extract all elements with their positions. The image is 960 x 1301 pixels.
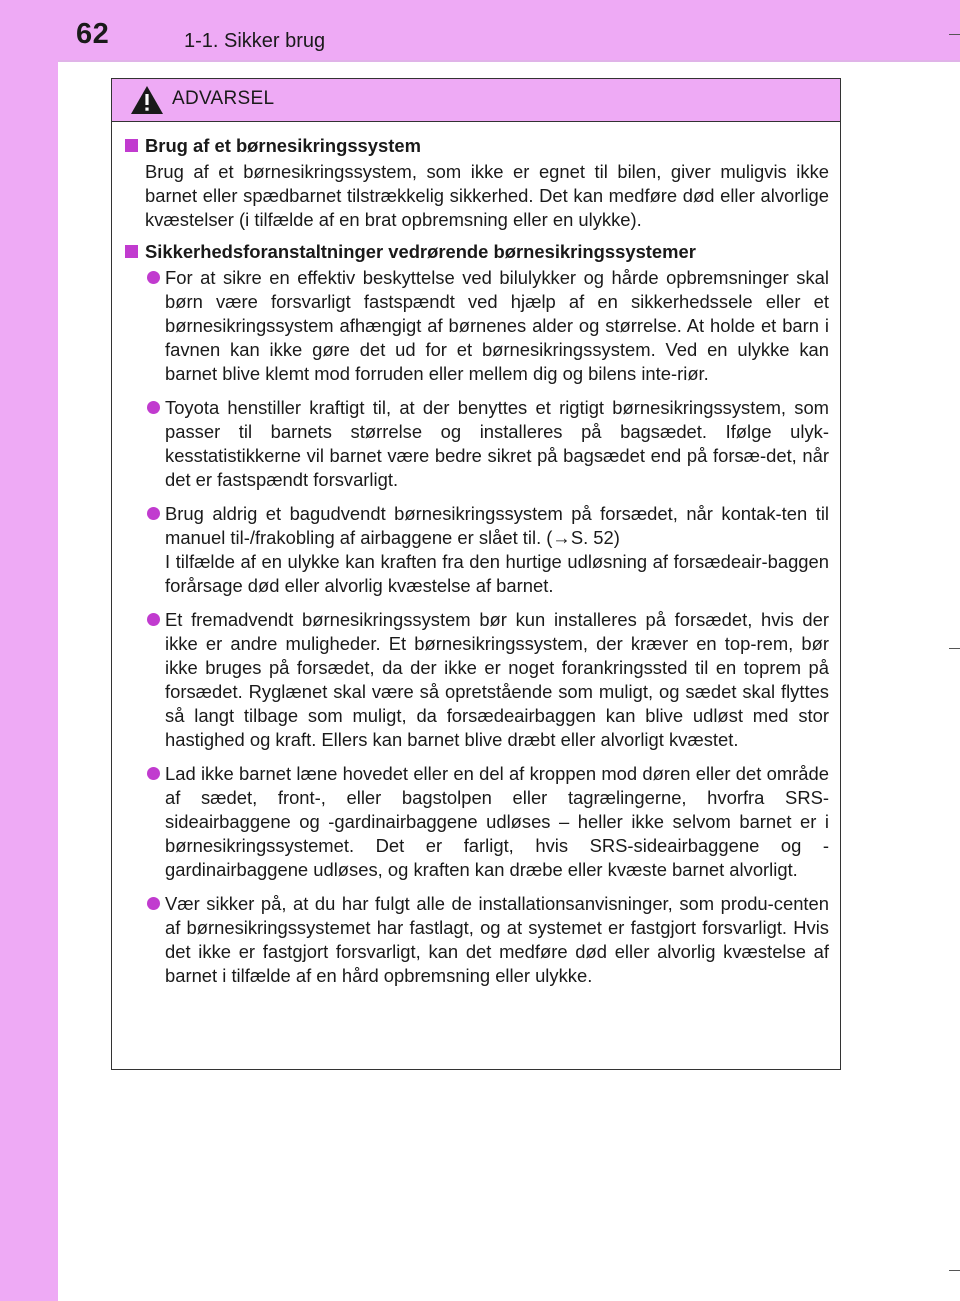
list-item-text: Vær sikker på, at du har fulgt alle de installationsanvisninger, som produ-centen af børnesikringssystemet har fastlagt, og at systemet er fastgjort forsvarligt. Hvis det ikke er fastgjort forsvarligt, kan det medføre død eller alvorlig kvæstelse af barnet i tilfælde af en hård opbremsning eller ulykke. <box>165 893 829 986</box>
warning-body <box>112 122 840 988</box>
list-item <box>123 396 829 492</box>
round-bullet-icon <box>147 897 160 910</box>
list-item <box>123 608 829 752</box>
crop-mark <box>949 1270 960 1271</box>
section-heading <box>123 134 829 158</box>
list-item-text: Toyota henstiller kraftigt til, at der benyttes et rigtigt børnesikringssystem, som passer til barnets størrelse og installeres på bagsædet. Ifølge ulyk-kesstatistikkerne vil barnet være bedre sikret på bagsædet end på forsæ-det, når det er fastspændt forsvarligt. <box>165 397 829 490</box>
square-bullet-icon <box>125 139 138 152</box>
crop-mark <box>949 648 960 649</box>
warning-box <box>111 78 841 1070</box>
list-item-text: Et fremadvendt børnesikringssystem bør kun installeres på forsædet, hvis der ikke er andre muligheder. Et børnesikringssystem, der kræver en top-rem, bør ikke bruges på forsædet, da der ikke er noget forankringssted til en toprem på forsædet. Ryglænet skal være så opretstående som muligt, og sædet skal flyttes så langt tilbage som muligt, da forsædeairbaggen kan blive udløst med stor hastighed og kraft. Ellers kan barnet blive dræbt eller alvorligt kvæstet. <box>165 609 829 750</box>
section-heading-text: Sikkerhedsforanstaltninger vedrørende børnesikringssystemer <box>145 241 696 262</box>
section-text: Brug af et børnesikringssystem, som ikke er egnet til bilen, giver muligvis ikke barnet eller spædbarnet tilstrækkelig sikkerhed. Det kan medføre død eller alvorlige kvæstelser (i tilfælde af en brat opbremsning eller en ulykke). <box>145 161 829 230</box>
square-bullet-icon <box>125 245 138 258</box>
page-number: 62 <box>76 18 110 50</box>
section-heading-text: Brug af et børnesikringssystem <box>145 135 421 156</box>
warning-triangle-icon <box>130 85 164 115</box>
round-bullet-icon <box>147 613 160 626</box>
list-item <box>123 266 829 386</box>
round-bullet-icon <box>147 401 160 414</box>
round-bullet-icon <box>147 767 160 780</box>
list-item <box>123 502 829 598</box>
crop-mark <box>949 34 960 35</box>
list-item-text: For at sikre en effektiv beskyttelse ved bilulykker og hårde opbremsninger skal børn være forsvarligt fastspændt ved hjælp af en sikkerhedssele eller et børnesikringssystem afhængigt af børnenes alder og størrelse. At holde et barn i favnen kan ikke gøre det ud for et børnesikringssystem. Ved en ulykke kan barnet blive klemt mod forruden eller mellem dig og bilens inte-riør. <box>165 267 829 384</box>
list-item-text: Lad ikke barnet læne hovedet eller en del af kroppen mod døren eller det område af sædet, front-, eller bagstolpen eller tagrælingerne, hvorfra SRS-sideairbaggene og -gardinairbaggene udløses – heller ikke selvom barnet er i børnesikringssystemet. Det er farligt, hvis SRS-sideairbaggene og -gardinairbaggene udløses, og kraften kan dræbe eller kvæste barnet alvorligt. <box>165 763 829 880</box>
list-item <box>123 762 829 882</box>
section-heading <box>123 240 829 264</box>
round-bullet-icon <box>147 271 160 284</box>
warning-header <box>112 79 840 122</box>
side-color-strip <box>0 0 58 1301</box>
header-divider <box>58 60 960 62</box>
section-title: 1-1. Sikker brug <box>184 30 326 52</box>
list-item <box>123 892 829 988</box>
list-item-text: I tilfælde af en ulykke kan kraften fra den hurtige udløsning af forsædeair-baggen forårsage død eller alvorlig kvæstelse af barnet. <box>165 551 829 596</box>
warning-label: ADVARSEL <box>172 88 275 109</box>
round-bullet-icon <box>147 507 160 520</box>
list-item-text: Brug aldrig et bagudvendt børnesikringssystem på forsædet, når kontak-ten til manuel til-/frakobling af airbaggene er slået til. (→S. 52) <box>165 503 829 548</box>
